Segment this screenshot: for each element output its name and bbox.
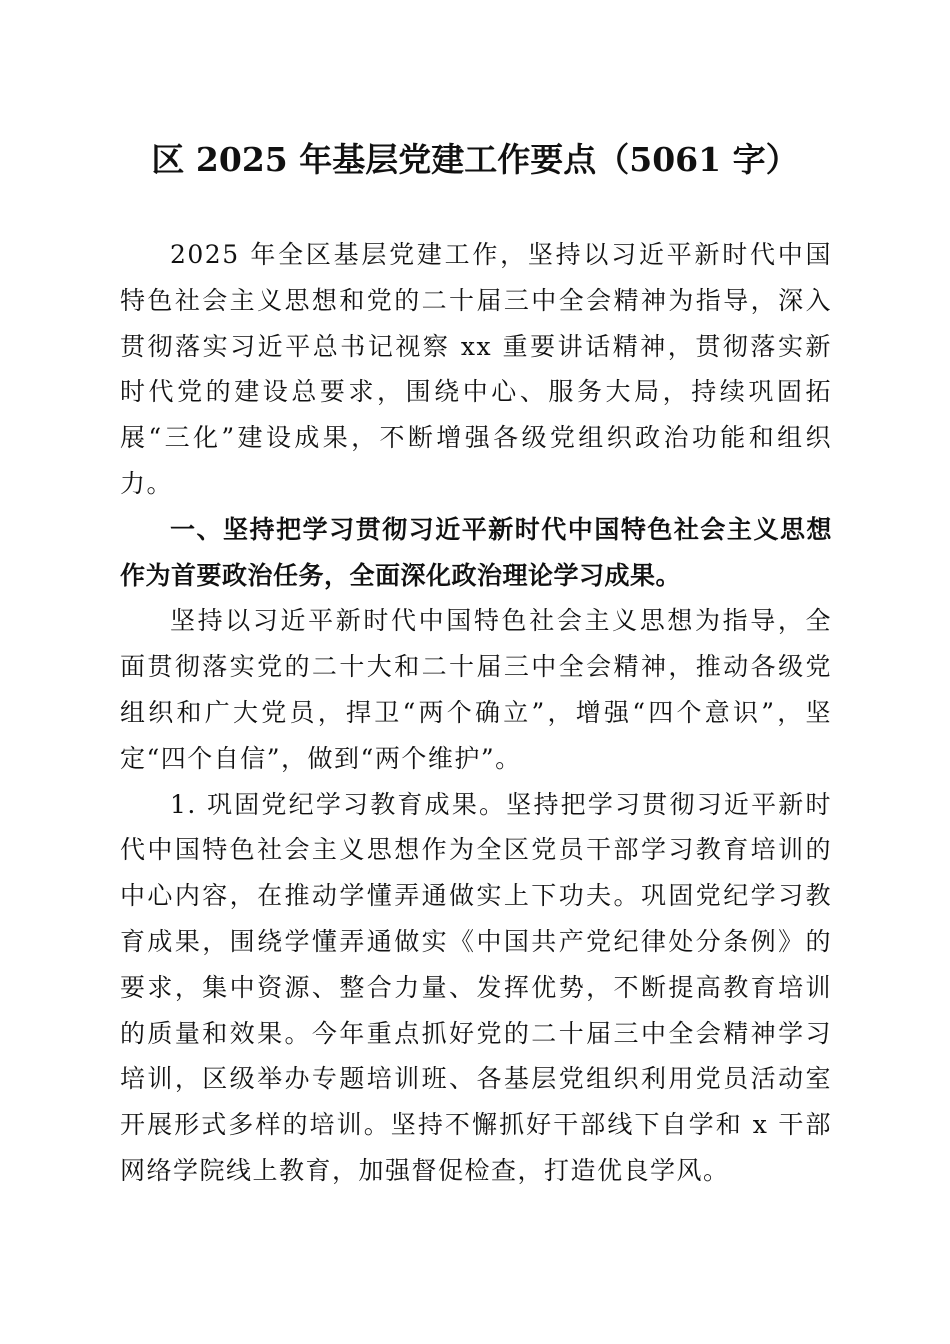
document-title: 区 2025 年基层党建工作要点（5061 字） xyxy=(151,140,799,179)
section-1-paragraph: 坚持以习近平新时代中国特色社会主义思想为指导，全面贯彻落实党的二十大和二十届三中全会精神，推动各级党组织和广大党员，捍卫“两个确立”，增强“四个意识”，坚定“四个自信”，做到“两个维护”。 xyxy=(120,606,832,773)
item-1-paragraph: 1. 巩固党纪学习教育成果。坚持把学习贯彻习近平新时代中国特色社会主义思想作为全区党员干部学习教育培训的中心内容，在推动学懂弄通做实上下功夫。巩固党纪学习教育成果，围绕学懂弄通做实《中国共产党纪律处分条例》的要求，集中资源、整合力量、发挥优势，不断提高教育培训的质量和效果。今年重点抓好党的二十届三中全会精神学习培训，区级举办专题培训班、各基层党组织利用党员活动室开展形式多样的培训。坚持不懈抓好干部线下自学和 x 干部网络学院线上教育，加强督促检查，打造优良学风。 xyxy=(120,789,832,1185)
section-heading-1: 一、坚持把学习贯彻习近平新时代中国特色社会主义思想作为首要政治任务，全面深化政治理论学习成果。 xyxy=(120,514,832,590)
intro-paragraph: 2025 年全区基层党建工作，坚持以习近平新时代中国特色社会主义思想和党的二十届三中全会精神为指导，深入贯彻落实习近平总书记视察 xx 重要讲话精神，贯彻落实新时代党的建设总要求，围绕中心、服务大局，持续巩固拓展“三化”建设成果，不断增强各级党组织政治功能和组织力。 xyxy=(120,240,832,498)
document-body xyxy=(120,232,832,1194)
